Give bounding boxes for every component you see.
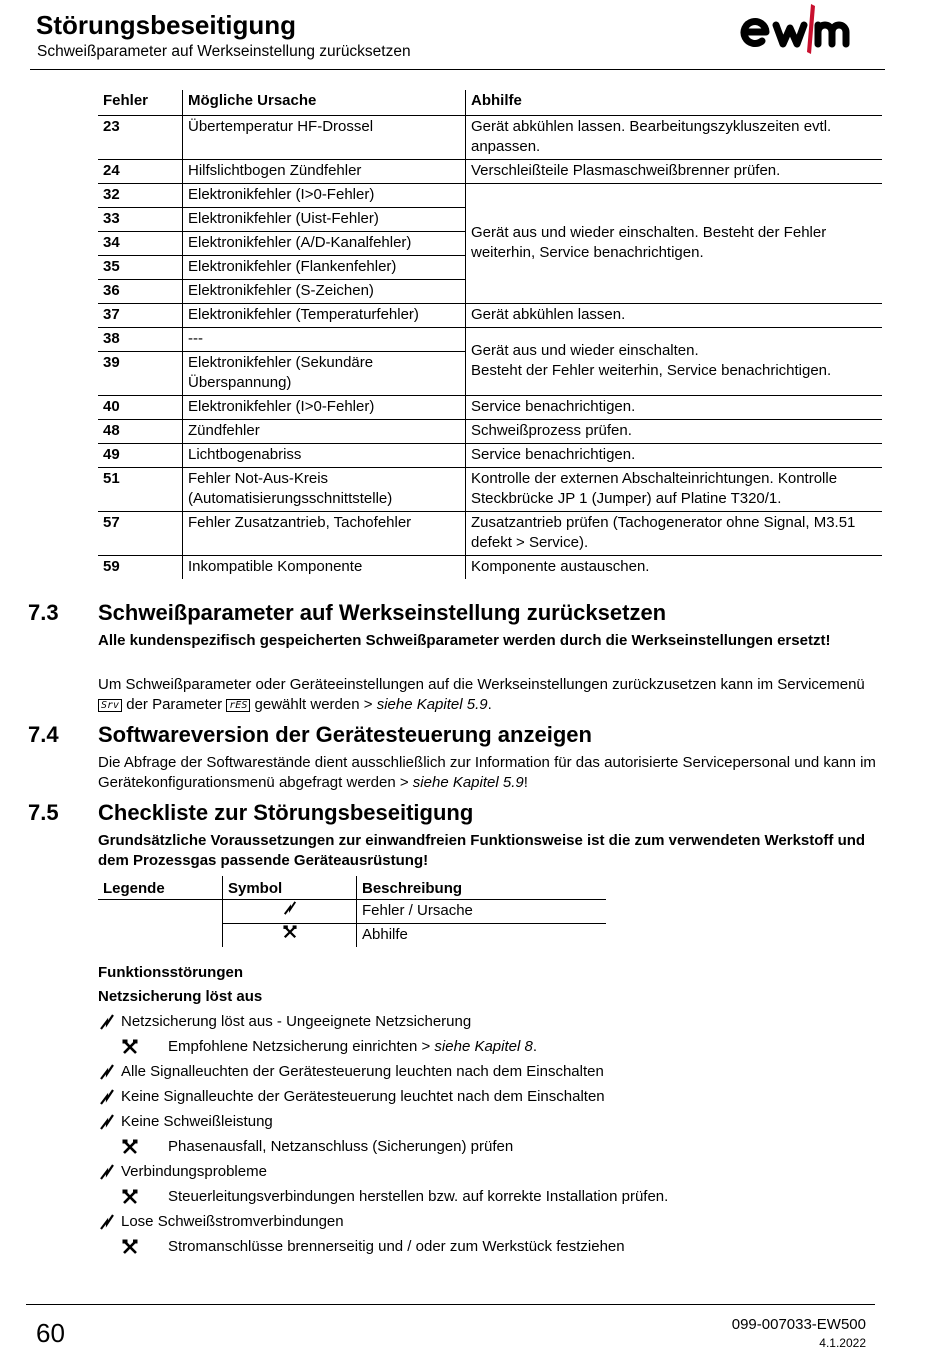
- section-title: Schweißparameter auf Werkseinstellung zurücksetzen: [98, 600, 667, 625]
- error-code: 40: [98, 396, 183, 420]
- error-cause: Zündfehler: [183, 420, 466, 444]
- chapter-reference-link[interactable]: siehe Kapitel 8: [434, 1038, 533, 1055]
- table-row: [98, 900, 606, 924]
- checklist-subheading: Netzsicherung löst aus: [98, 988, 263, 1005]
- legend-description: Abhilfe: [357, 924, 607, 948]
- paragraph-text: Um Schweißparameter oder Geräteeinstellungen auf die Werkseinstellungen zurückzusetzen kann im Servicemenü: [98, 676, 865, 693]
- table-row: [98, 396, 882, 420]
- legend-empty-cell: [98, 924, 223, 948]
- error-cause: Elektronikfehler (S-Zeichen): [183, 280, 466, 304]
- remedy-line: Gerät aus und wieder einschalten.: [471, 342, 699, 359]
- error-cause: Hilfslichtbogen Zündfehler: [183, 160, 466, 184]
- checklist-item-text: [121, 1062, 604, 1082]
- error-remedy: Verschleißteile Plasmaschweißbrenner prüfen.: [466, 160, 883, 184]
- column-header-legende: Legende: [98, 876, 223, 900]
- checklist-fault-item: [0, 1112, 950, 1134]
- error-cause: Elektronikfehler (Sekundäre Überspannung): [183, 352, 466, 396]
- error-code: 38: [98, 328, 183, 352]
- table-row: [98, 116, 882, 160]
- error-cause: Elektronikfehler (I>0-Fehler): [183, 184, 466, 208]
- legend-description: Fehler / Ursache: [357, 900, 607, 924]
- checklist-fault-item: [0, 1212, 950, 1234]
- error-remedy: Zusatzantrieb prüfen (Tachogenerator ohne Signal, M3.51 defekt > Service).: [466, 512, 883, 556]
- legend-symbol-cell: [223, 924, 357, 948]
- table-row: [98, 184, 882, 208]
- paragraph-end: !: [523, 774, 528, 791]
- section-paragraph: [98, 753, 878, 793]
- table-row: [98, 924, 606, 948]
- error-code: 59: [103, 558, 120, 575]
- error-remedy: Kontrolle der externen Abschalteinrichtungen. Kontrolle Steckbrücke JP 1 (Jumper) auf Platine T320/1.: [466, 468, 883, 512]
- table-row: [98, 304, 882, 328]
- checklist-heading: Funktionsstörungen: [98, 964, 243, 981]
- error-cause: Fehler Zusatzantrieb, Tachofehler: [183, 512, 466, 556]
- chapter-reference-link[interactable]: siehe Kapitel 5.9: [376, 696, 488, 713]
- checklist-remedy-item: [0, 1137, 950, 1159]
- checklist-item-text: [168, 1137, 513, 1157]
- checklist-item-text: [121, 1112, 273, 1132]
- item-text: Stromanschlüsse brennerseitig und / oder zum Werkstück festziehen: [168, 1238, 625, 1255]
- item-text: Netzsicherung löst aus - Ungeeignete Netzsicherung: [121, 1013, 472, 1030]
- error-cause: Elektronikfehler (Flankenfehler): [183, 256, 466, 280]
- lightning-fault-icon: [99, 1064, 115, 1080]
- error-code: 48: [98, 420, 183, 444]
- section-heading-7-4: [0, 722, 950, 750]
- error-remedy: Service benachrichtigen.: [466, 444, 883, 468]
- checklist-fault-item: [0, 1162, 950, 1184]
- tools-remedy-icon: [122, 1189, 138, 1205]
- footer-rule: [26, 1304, 875, 1305]
- item-text: Lose Schweißstromverbindungen: [121, 1213, 344, 1230]
- page-subtitle: Schweißparameter auf Werkseinstellung zurücksetzen: [37, 43, 411, 60]
- error-remedy: Komponente austauschen.: [466, 556, 883, 580]
- lcd-menu-symbol: Srv: [98, 699, 122, 712]
- error-remedy-merged: Gerät aus und wieder einschalten. Besteht der Fehler weiterhin, Service benachrichtigen.: [466, 184, 883, 304]
- ewm-logo: [738, 2, 870, 60]
- error-remedy: Gerät abkühlen lassen.: [466, 304, 883, 328]
- error-code: 34: [98, 232, 183, 256]
- item-end: .: [532, 1038, 537, 1055]
- error-code: 39: [98, 352, 183, 396]
- error-code: 23: [98, 116, 183, 160]
- column-header-fehler: Fehler: [98, 90, 183, 116]
- error-cause: Übertemperatur HF-Drossel: [183, 116, 466, 160]
- checklist-item-text: [168, 1187, 668, 1207]
- error-code: 35: [98, 256, 183, 280]
- lightning-fault-icon: [99, 1089, 115, 1105]
- checklist-item-text: [121, 1012, 471, 1032]
- error-code: 51: [98, 468, 183, 512]
- table-row: [98, 160, 882, 184]
- section-title: Checkliste zur Störungsbeseitigung: [98, 800, 474, 825]
- paragraph-text: Die Abfrage der Softwarestände dient ausschließlich zur Information für das autorisierte Servicepersonal und kann im Gerätekonfigurationsmenü abgefragt werden >: [98, 754, 876, 791]
- error-cause: Fehler Not-Aus-Kreis (Automatisierungsschnittstelle): [183, 468, 466, 512]
- error-code: 57: [98, 512, 183, 556]
- error-cause: Elektronikfehler (Temperaturfehler): [183, 304, 466, 328]
- table-row: [98, 444, 882, 468]
- error-remedy: Service benachrichtigen.: [466, 396, 883, 420]
- error-remedy: Schweißprozess prüfen.: [466, 420, 883, 444]
- table-header-row: [98, 876, 606, 900]
- tools-remedy-icon: [122, 1039, 138, 1055]
- checklist-item-text: [168, 1037, 537, 1057]
- tools-remedy-icon: [283, 925, 297, 939]
- error-table: [98, 90, 882, 579]
- error-code: 36: [98, 280, 183, 304]
- error-cause: ---: [183, 328, 466, 352]
- table-row: [98, 512, 882, 556]
- paragraph-text: der Parameter: [126, 696, 223, 713]
- item-text: Keine Schweißleistung: [121, 1113, 273, 1130]
- error-cause: Elektronikfehler (Uist-Fehler): [183, 208, 466, 232]
- table-header-row: [98, 90, 882, 116]
- lightning-fault-icon: [99, 1014, 115, 1030]
- legend-empty-cell: [98, 900, 223, 924]
- error-cause: Lichtbogenabriss: [183, 444, 466, 468]
- checklist-fault-item: [0, 1062, 950, 1084]
- legend-symbol-cell: [223, 900, 357, 924]
- item-text: Verbindungsprobleme: [121, 1163, 267, 1180]
- section-paragraph: [98, 675, 878, 715]
- item-text: Keine Signalleuchte der Gerätesteuerung leuchtet nach dem Einschalten: [121, 1088, 605, 1105]
- lightning-fault-icon: [99, 1114, 115, 1130]
- header-rule: [30, 69, 885, 70]
- lightning-fault-icon: [99, 1214, 115, 1230]
- column-header-symbol: Symbol: [223, 876, 357, 900]
- checklist-item-text: [121, 1162, 267, 1182]
- column-header-ursache: Mögliche Ursache: [183, 90, 466, 116]
- document-code: 099-007033-EW500: [731, 1316, 866, 1333]
- document-date: 4.1.2022: [819, 1336, 866, 1350]
- checklist-item-text: [121, 1212, 344, 1232]
- checklist-remedy-item: [0, 1237, 950, 1259]
- error-remedy: Gerät abkühlen lassen. Bearbeitungszykluszeiten evtl. anpassen.: [466, 116, 883, 160]
- checklist-item-text: [168, 1237, 625, 1257]
- error-cause: Inkompatible Komponente: [183, 556, 466, 580]
- error-remedy-merged: [466, 328, 883, 396]
- table-row: [98, 328, 882, 352]
- section-number: 7.4: [28, 722, 59, 747]
- paragraph-text: gewählt werden >: [254, 696, 373, 713]
- item-text: Phasenausfall, Netzanschluss (Sicherungen) prüfen: [168, 1138, 514, 1155]
- section-note: Grundsätzliche Voraussetzungen zur einwandfreien Funktionsweise ist die zum verwendeten Werkstoff und dem Prozessgas passende Geräteausrüstung!: [98, 832, 866, 869]
- page-title: Störungsbeseitigung: [36, 10, 296, 40]
- lightning-fault-icon: [283, 901, 297, 915]
- tools-remedy-icon: [122, 1139, 138, 1155]
- section-title: Softwareversion der Gerätesteuerung anzeigen: [98, 722, 592, 747]
- error-cause: Elektronikfehler (I>0-Fehler): [183, 396, 466, 420]
- checklist-item-text: [121, 1087, 605, 1107]
- checklist-fault-item: [0, 1087, 950, 1109]
- section-number: 7.3: [28, 600, 59, 625]
- lightning-fault-icon: [99, 1164, 115, 1180]
- paragraph-end: .: [487, 696, 492, 713]
- checklist-remedy-item: [0, 1037, 950, 1059]
- page-number: 60: [36, 1318, 65, 1348]
- tools-remedy-icon: [122, 1239, 138, 1255]
- chapter-reference-link[interactable]: siehe Kapitel 5.9: [412, 774, 524, 791]
- table-row: [98, 468, 882, 512]
- error-code: 33: [98, 208, 183, 232]
- section-heading-7-3: [0, 600, 950, 628]
- checklist-fault-item: [0, 1012, 950, 1034]
- error-code: 37: [98, 304, 183, 328]
- section-heading-7-5: [0, 800, 950, 828]
- column-header-beschreibung: Beschreibung: [357, 876, 607, 900]
- error-code: 24: [98, 160, 183, 184]
- checklist-remedy-item: [0, 1187, 950, 1209]
- section-note: Alle kundenspezifisch gespeicherten Schweißparameter werden durch die Werkseinstellungen ersetzt!: [98, 632, 831, 649]
- error-cause: Elektronikfehler (A/D-Kanalfehler): [183, 232, 466, 256]
- table-row: [98, 556, 882, 580]
- error-code: 49: [98, 444, 183, 468]
- legend-table: [98, 876, 606, 947]
- lcd-param-symbol: rES: [226, 699, 250, 712]
- section-number: 7.5: [28, 800, 59, 825]
- table-row: [98, 420, 882, 444]
- item-text: Empfohlene Netzsicherung einrichten >: [168, 1038, 431, 1055]
- column-header-abhilfe: Abhilfe: [466, 90, 883, 116]
- item-text: Steuerleitungsverbindungen herstellen bzw. auf korrekte Installation prüfen.: [168, 1188, 669, 1205]
- error-code: 32: [98, 184, 183, 208]
- item-text: Alle Signalleuchten der Gerätesteuerung leuchten nach dem Einschalten: [121, 1063, 604, 1080]
- remedy-line: Besteht der Fehler weiterhin, Service benachrichtigen.: [471, 362, 832, 379]
